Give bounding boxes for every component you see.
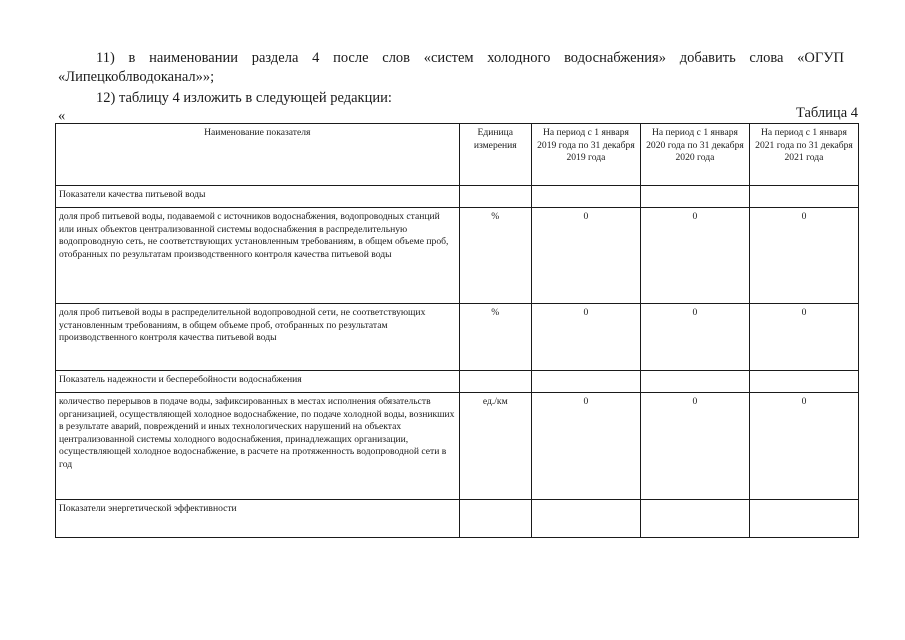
- value-2020-cell: [640, 371, 749, 393]
- unit-cell: [459, 186, 531, 208]
- table-row: [56, 304, 859, 371]
- value-2019-cell: 0: [531, 304, 640, 371]
- header-unit: Единица измерения: [459, 124, 531, 186]
- value-2020-cell: [640, 500, 749, 538]
- header-period-2020: На период с 1 января 2020 года по 31 декабря 2020 года: [640, 124, 749, 186]
- value-2021-cell: 0: [749, 393, 858, 500]
- table-row: [56, 371, 859, 393]
- table-header-row: [56, 124, 859, 186]
- table-row: [56, 393, 859, 500]
- header-period-2021: На период с 1 января 2021 года по 31 декабря 2021 года: [749, 124, 858, 186]
- value-2021-cell: 0: [749, 304, 858, 371]
- value-2021-cell: [749, 186, 858, 208]
- value-2021-cell: [749, 500, 858, 538]
- value-2020-cell: 0: [640, 304, 749, 371]
- amendment-item-11: 11) в наименовании раздела 4 после слов «систем холодного водоснабжения» добавить слова «ОГУП «Липецкоблводоканал»»;: [58, 50, 844, 85]
- indicator-name-cell: доля проб питьевой воды в распределительной водопроводной сети, не соответствующих установленным требованиям, в общем объеме проб, отобранных по результатам производственного контроля качества питьевой воды: [56, 304, 460, 371]
- unit-cell: ед./км: [459, 393, 531, 500]
- opening-quote-mark: «: [58, 108, 66, 124]
- table-row: [56, 208, 859, 304]
- table-row: [56, 500, 859, 538]
- table-row: [56, 186, 859, 208]
- value-2019-cell: [531, 500, 640, 538]
- table-caption: Таблица 4: [795, 105, 858, 121]
- header-indicator-name: Наименование показателя: [56, 124, 460, 186]
- indicator-name-cell: Показатель надежности и бесперебойности водоснабжения: [56, 371, 460, 393]
- indicator-name-cell: доля проб питьевой воды, подаваемой с источников водоснабжения, водопроводных станций или иных объектов централизованной системы водоснабжения в распределительную водопроводную сеть, не соответствующих установленным требованиям, в общем объеме проб, отобранных по результатам производственного контроля качества питьевой воды: [56, 208, 460, 304]
- value-2019-cell: 0: [531, 393, 640, 500]
- value-2019-cell: [531, 371, 640, 393]
- value-2021-cell: 0: [749, 208, 858, 304]
- value-2020-cell: [640, 186, 749, 208]
- value-2020-cell: 0: [640, 208, 749, 304]
- unit-cell: %: [459, 208, 531, 304]
- unit-cell: [459, 500, 531, 538]
- unit-cell: [459, 371, 531, 393]
- value-2019-cell: [531, 186, 640, 208]
- value-2021-cell: [749, 371, 858, 393]
- indicator-name-cell: Показатели энергетической эффективности: [56, 500, 460, 538]
- indicator-name-cell: количество перерывов в подаче воды, зафиксированных в местах исполнения обязательств организацией, осуществляющей холодное водоснабжение, по подаче холодной воды, возникших в результате аварий, повреждений и иных технологических нарушений на объектах централизованной системы холодного водоснабжения, принадлежащих организации, осуществляющей холодное водоснабжение, в расчете на протяженность водопроводной сети в год: [56, 393, 460, 500]
- indicator-name-cell: Показатели качества питьевой воды: [56, 186, 460, 208]
- header-period-2019: На период с 1 января 2019 года по 31 декабря 2019 года: [531, 124, 640, 186]
- unit-cell: %: [459, 304, 531, 371]
- value-2020-cell: 0: [640, 393, 749, 500]
- value-2019-cell: 0: [531, 208, 640, 304]
- amendment-item-12: 12) таблицу 4 изложить в следующей редакции:: [96, 90, 392, 106]
- indicators-table: [55, 123, 859, 538]
